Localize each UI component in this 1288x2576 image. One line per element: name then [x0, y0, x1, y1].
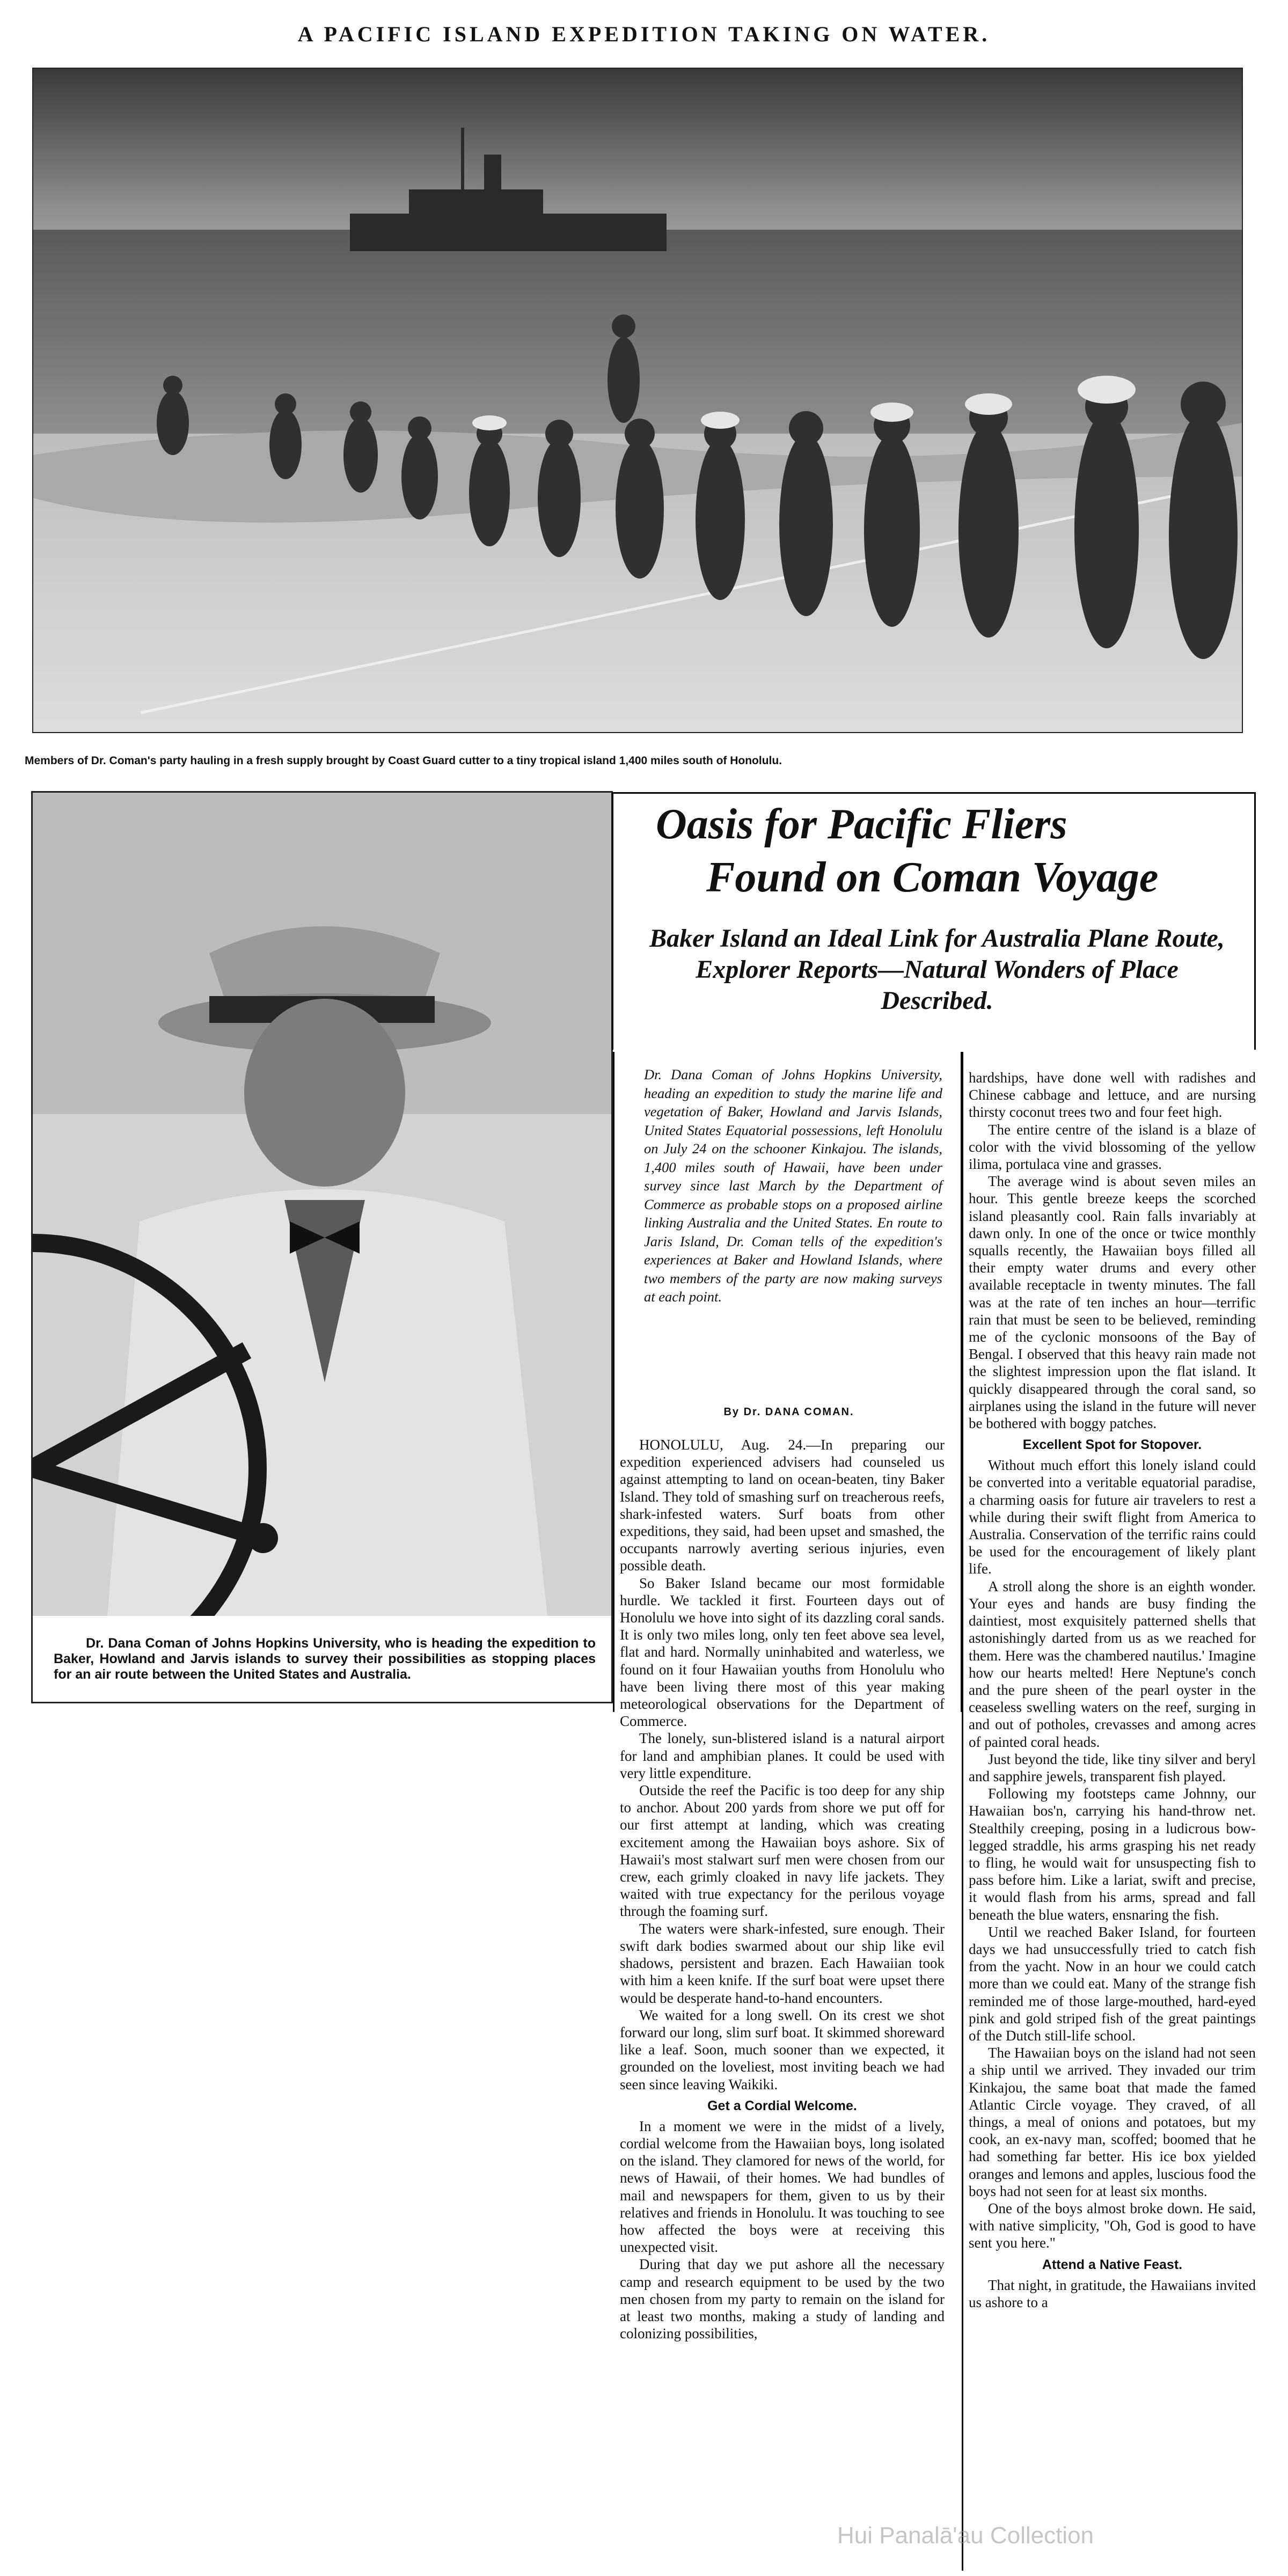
col2-paragraph: Until we reached Baker Island, for fourteen days we had unsuccessfully tried to catch fish from the yacht. Now in an hour we could catch more than we could eat. Many of the strange fish reminded me of those large-mouthed, hard-eyed pink and gold striped fish of the great paintings of the Dutch still-life school. — [969, 1923, 1256, 2044]
col2-paragraph: The Hawaiian boys on the island had not seen a ship until we arrived. They invaded our trim Kinkajou, the same boat that made the famed Atlantic Circle voyage. They craved, of all things, a meal of onions and potatoes, but my cook, an ex-navy man, scoffed; boomed that he had something far better. His ice box yielded oranges and lemons and apples, luscious food the boys had not seen for at least six months. — [969, 2045, 1256, 2199]
col2-paragraph: The average wind is about seven miles an hour. This gentle breeze keeps the scorched island pleasantly cool. Rain falls invariably at dawn only. In one of the once or twice monthly squalls recently, the Hawaiian boys filled all their empty water drums and every other available receptacle in twenty minutes. The fall was at the rate of ten inches an hour—terrific rain that must be seen to be believed, reminding me of the cyclonic monsoons of the Bay of Bengal. I observed that this heavy rain made not the slightest impression upon the flat island. It quickly disappeared through the coral sand, so airplanes using the island in the future will never be bothered with boggy patches. — [969, 1173, 1256, 1432]
col1-paragraph: HONOLULU, Aug. 24.—In preparing our expedition experienced advisers had counseled us against attempting to land on ocean-beaten, tiny Baker Island. They told of smashing surf on treacherous reefs, shark-infested waters. Surf boats from other expeditions, they said, had been upset and smashed, the occupants narrowly averting serious injuries, even possible death. — [620, 1437, 945, 1574]
col2-paragraph: Following my footsteps came Johnny, our Hawaiian bos'n, carrying his hand-throw net. Stealthily creeping, posing in a ludicrous bow-legged straddle, his arms grasping his net ready to fling, he would wait for unsuspecting fish to pass before him. Like a lariat, swift and precise, it would flash from his arms, spread and fall beneath the blue waters, ensnaring the fish. — [969, 1785, 1256, 1923]
col2-paragraph: One of the boys almost broke down. He said, with native simplicity, "Oh, God is good to have sent you here." — [969, 2200, 1256, 2251]
col2-paragraph: hardships, have done well with radishes and Chinese cabbage and lettuce, and are nursing thirsty coconut trees two and four feet high. — [969, 1070, 1256, 1121]
portrait-caption: Dr. Dana Coman of Johns Hopkins University, who is heading the expedition to Baker, Howland and Jarvis islands to survey their possibilities as stopping places for an air route between the United States and Australia. — [54, 1636, 596, 1682]
col2-paragraph: That night, in gratitude, the Hawaiians invited us ashore to a — [969, 2277, 1256, 2310]
col1-subheading: Get a Cordial Welcome. — [707, 2098, 857, 2113]
portrait-border — [31, 791, 613, 1703]
intro-text: Dr. Dana Coman of Johns Hopkins University, heading an expedition to study the marine life and vegetation of Baker, Howland and Jarvis Islands, United States Equatorial possessions, left Honolulu on July 24 on the schooner Kinkajou. The islands, 1,400 miles south of Hawaii, have been under survey since last March by the Department of Commerce as probable stops on a proposed airline linking Australia and the United States. En route to Jaris Island, Dr. Coman tells of the expedition's experiences at Baker and Howland Islands, where two members of the party are now making surveys at each point. — [644, 1066, 942, 1305]
headline-deck: Baker Island an Ideal Link for Australia Plane Route, Explorer Reports—Natural Wonders of Place Described. — [649, 924, 1225, 1015]
col2-subheading: Excellent Spot for Stopover. — [1022, 1437, 1202, 1453]
column-divider — [962, 1052, 963, 2571]
article-column-1 — [620, 1436, 945, 2568]
photo-border-top — [32, 68, 1243, 733]
col1-paragraph: In a moment we were in the midst of a lively, cordial welcome from the Hawaiian boys, long isolated on the island. They clamored for news of the world, for news of Hawaii, of their homes. We had bundles of mail and newspapers for them, given to us by their relatives and friends in Honolulu. It was touching to see how affected the boys were at receiving this unexpected visit. — [620, 2118, 945, 2256]
page-top-title: A PACIFIC ISLAND EXPEDITION TAKING ON WATER. — [297, 22, 991, 46]
byline: By Dr. DANA COMAN. — [723, 1406, 854, 1418]
article-column-2 — [969, 1069, 1256, 2572]
headline-line1: Oasis for Pacific Fliers — [656, 801, 1067, 848]
col1-paragraph: The waters were shark-infested, sure enough. Their swift dark bodies swarmed about our ship like evil shadows, persistent and brazen. Each Hawaiian took with him a keen knife. If the surf boat were upset there would be desperate hand-to-hand encounters. — [620, 1920, 945, 2006]
col2-paragraph: Just beyond the tide, like tiny silver and beryl and sapphire jewels, transparent fish played. — [969, 1751, 1256, 1784]
col1-paragraph: During that day we put ashore all the necessary camp and research equipment to be used by the two men chosen from my party to remain on the island for at least two months, making a study of landing and colonizing possibilities, — [620, 2256, 945, 2342]
col1-paragraph: Outside the reef the Pacific is too deep for any ship to anchor. About 200 yards from shore we put off for our first attempt at landing, which was creating excitement among the Hawaiian boys ashore. Six of Hawaii's most stalwart surf men were chosen from our crew, each grimly cloaked in navy life jackets. They waited with true expectancy for the perilous voyage through the foaming surf. — [620, 1782, 945, 1920]
col2-subheading: Attend a Native Feast. — [1042, 2257, 1183, 2272]
col1-paragraph: The lonely, sun-blistered island is a natural airport for land and amphibian planes. It could be used with very little expenditure. — [620, 1730, 945, 1781]
col1-paragraph: We waited for a long swell. On its crest we shot forward our long, slim surf boat. It skimmed shoreward like a leaf. Soon, much sooner than we expected, it grounded on the loveliest, most inviting beach we had seen since leaving Waikiki. — [620, 2007, 945, 2092]
col2-paragraph: Without much effort this lonely island could be converted into a veritable equatorial paradise, a charming oasis for future air travelers to rest a while during their swift flight from America to Australia. Conservation of the terrific rains could be used for the encouragement of likely plant life. — [969, 1457, 1256, 1577]
expedition-photo-caption: Members of Dr. Coman's party hauling in a fresh supply brought by Coast Guard cutter to a tiny tropical island 1,400 miles south of Honolulu. — [25, 755, 782, 767]
headline-line2: Found on Coman Voyage — [706, 854, 1159, 901]
collection-watermark: Hui Panalā'au Collection — [837, 2522, 1094, 2549]
col1-paragraph: So Baker Island became our most formidable hurdle. We tackled it first. Fourteen days out of Honolulu we hove into sight of its dazzling coral sands. It is only two miles long, only ten feet above sea level, flat and hard. Normally uninhabited and waterless, we found on it four Hawaiian youths from Honolulu who have been living there most of this year making meteorological observations for the Department of Commerce. — [620, 1575, 945, 1730]
col2-paragraph: A stroll along the shore is an eighth wonder. Your eyes and hands are busy finding the daintiest, most exquisitely patterned shells that astonishingly darted from us as we reached for them. Here was the chambered nautilus.' Imagine how our hearts melted! Here Neptune's conch and the pure sheen of the pearl oyster in the ceaseless swelling waters on the reef, surging in and out of potholes, crevasses and among acres of painted coral heads. — [969, 1578, 1256, 1750]
col2-paragraph: The entire centre of the island is a blaze of color with the vivid blossoming of the yellow ilima, portulaca vine and grasses. — [969, 1121, 1256, 1173]
